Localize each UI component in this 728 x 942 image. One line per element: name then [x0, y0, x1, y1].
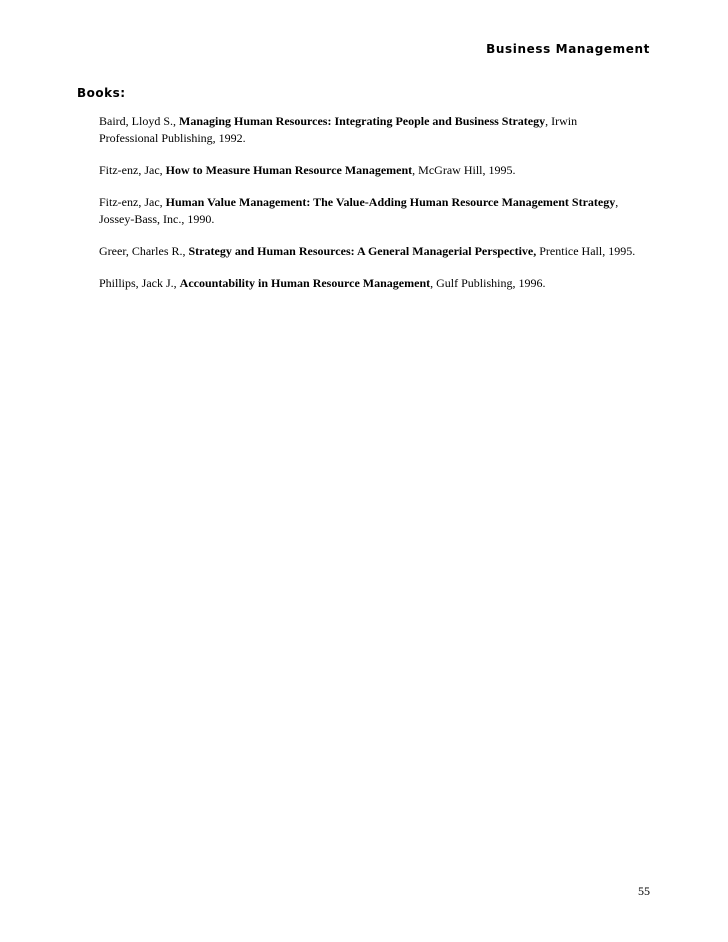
reference-authors: Baird, Lloyd S.,	[99, 114, 179, 128]
reference-authors: Fitz-enz, Jac,	[99, 195, 166, 209]
reference-item	[99, 113, 639, 147]
reference-title: Strategy and Human Resources: A General Managerial Perspective,	[188, 244, 537, 258]
reference-authors: Greer, Charles R.,	[99, 244, 189, 258]
reference-authors: Phillips, Jack J.,	[99, 276, 180, 290]
reference-item	[99, 194, 639, 228]
section-heading-books: Books:	[77, 86, 126, 100]
reference-list	[99, 113, 639, 307]
reference-details: Prentice Hall, 1995.	[536, 244, 636, 258]
reference-details: , Gulf Publishing, 1996.	[430, 276, 546, 290]
reference-details: , McGraw Hill, 1995.	[412, 163, 516, 177]
reference-details: , Jossey-Bass, Inc., 1990.	[99, 195, 619, 226]
page-header-title: Business Management	[486, 42, 650, 56]
reference-item	[99, 243, 639, 260]
reference-title: Managing Human Resources: Integrating People and Business Strategy	[179, 114, 546, 128]
reference-authors: Fitz-enz, Jac,	[99, 163, 166, 177]
reference-item	[99, 275, 639, 292]
page-number: 55	[638, 884, 650, 898]
reference-title: Accountability in Human Resource Management	[179, 276, 431, 290]
reference-title: How to Measure Human Resource Management	[165, 163, 413, 177]
reference-title: Human Value Management: The Value-Adding Human Resource Management Strategy	[165, 195, 616, 209]
reference-item	[99, 162, 639, 179]
reference-details: , Irwin Professional Publishing, 1992.	[99, 114, 578, 145]
